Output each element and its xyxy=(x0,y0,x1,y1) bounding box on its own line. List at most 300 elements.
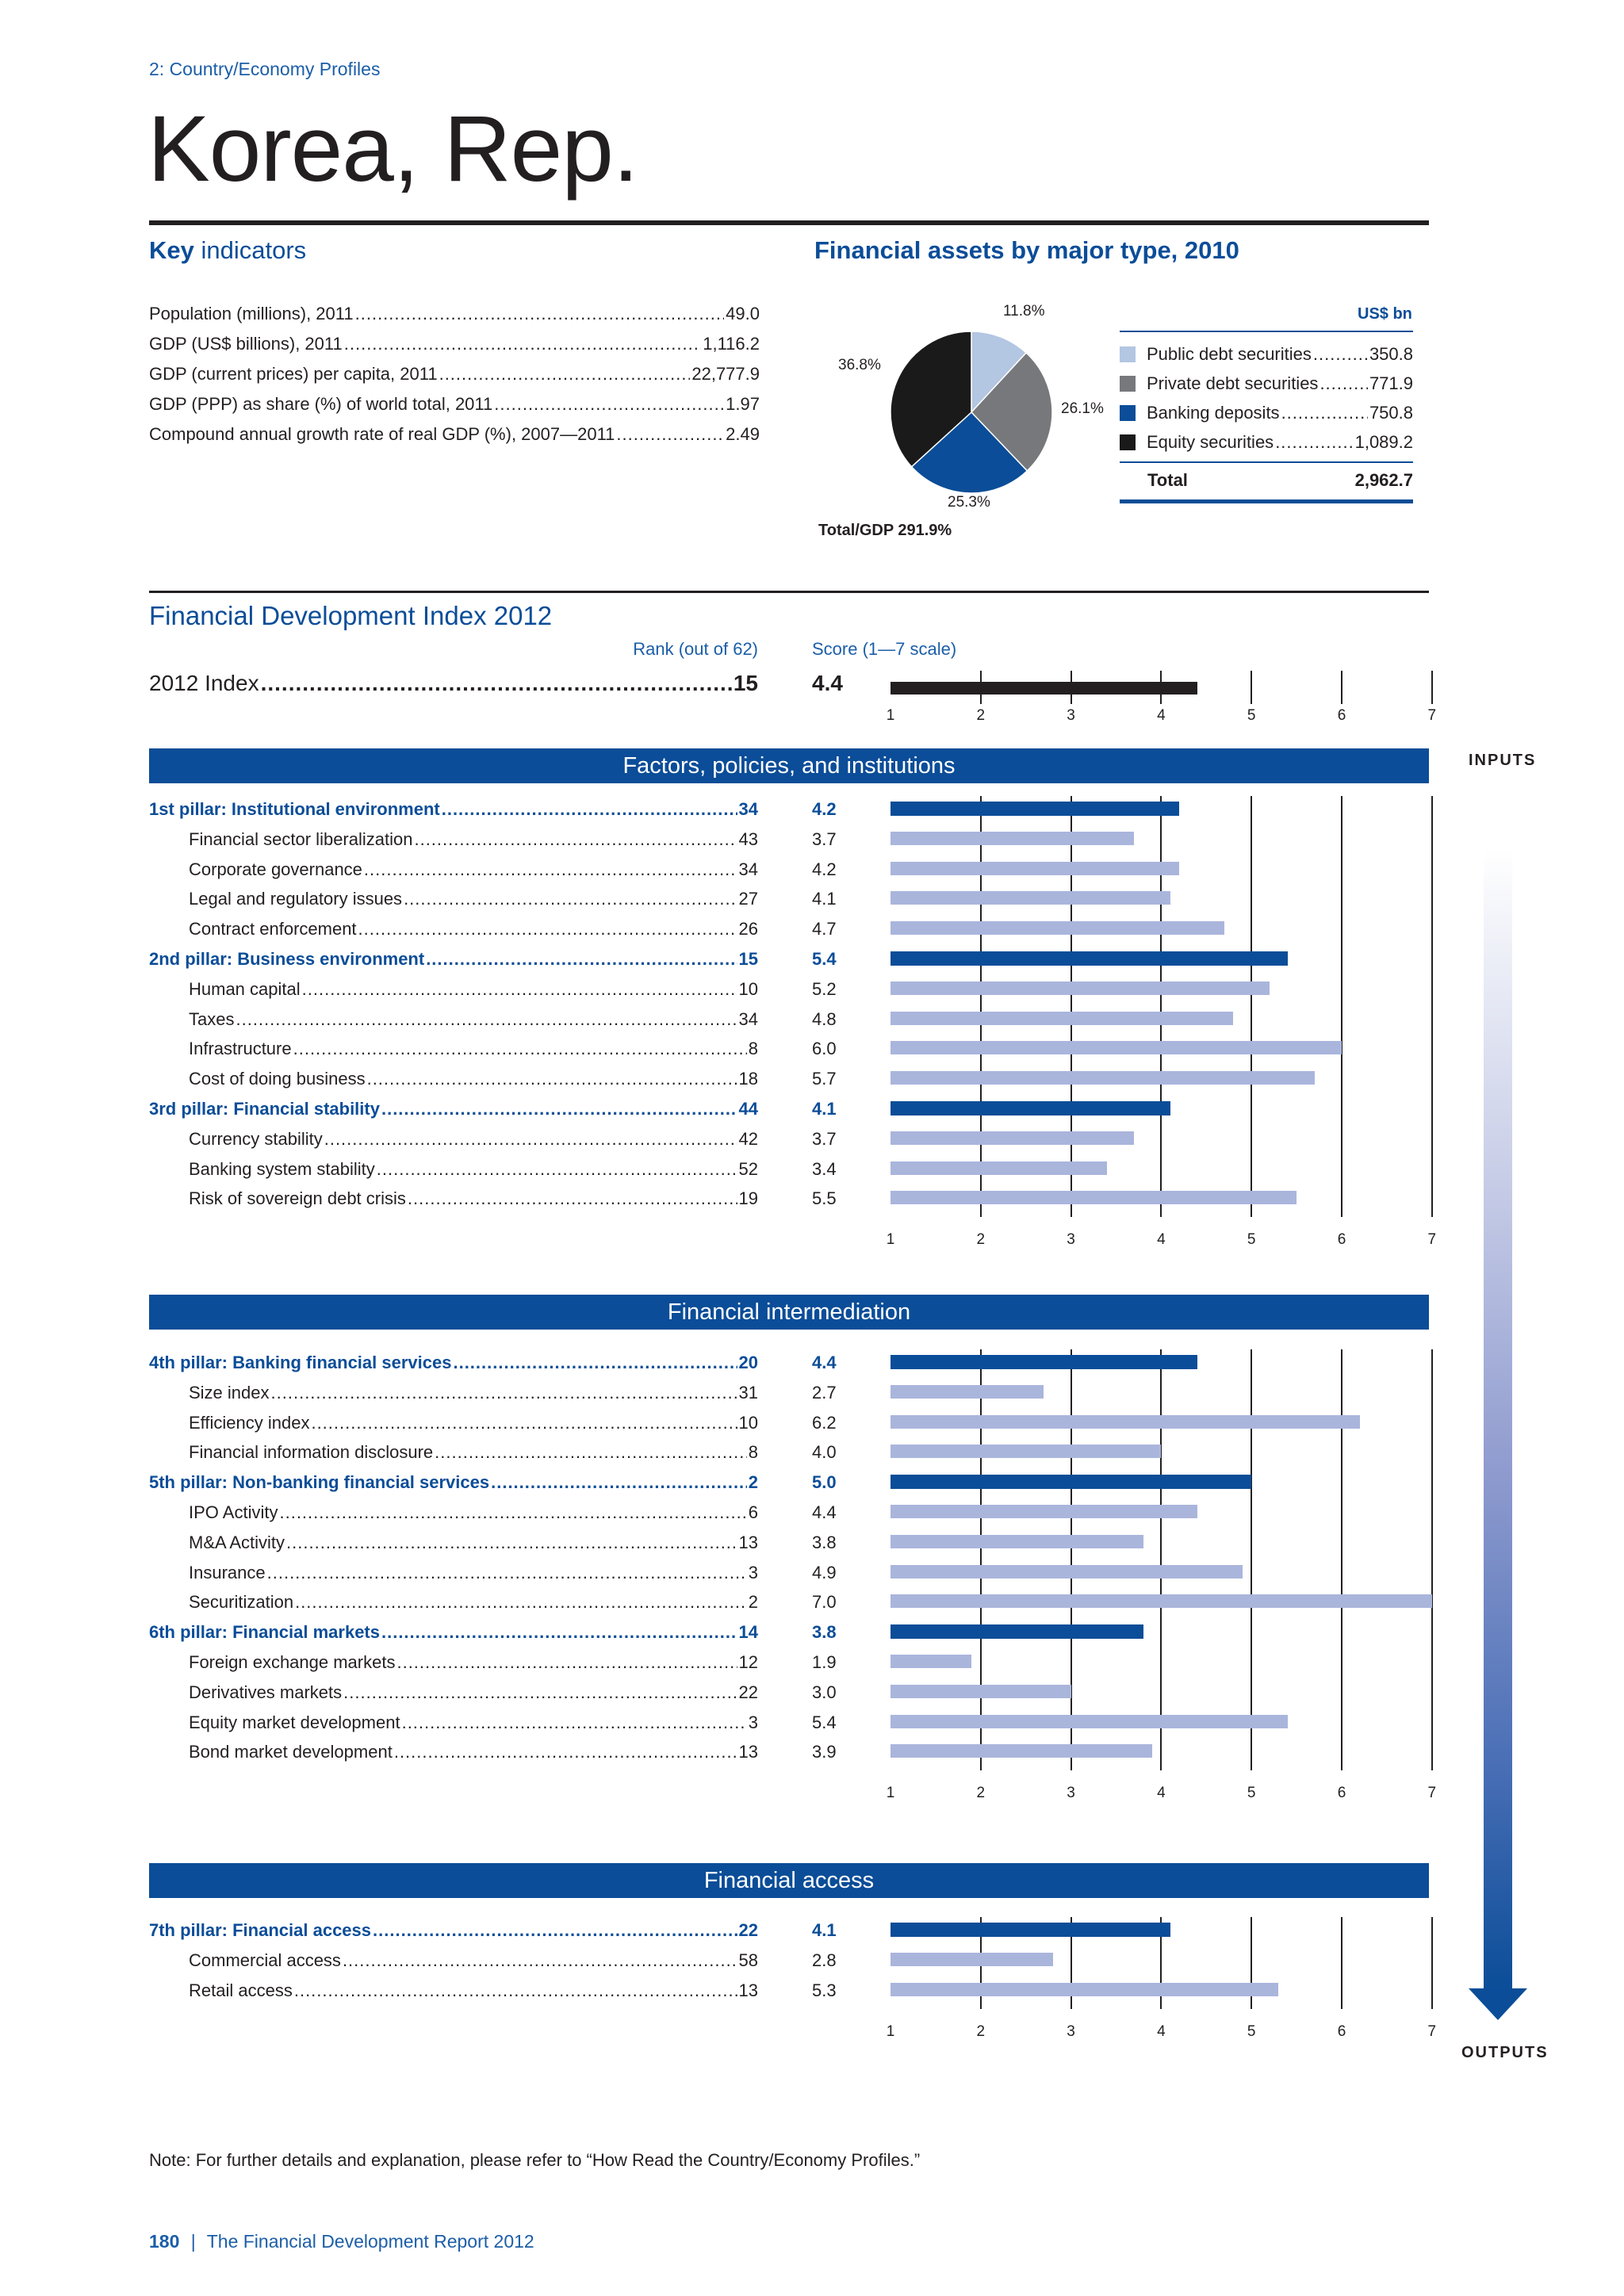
row-score: 3.7 xyxy=(812,828,837,849)
sub-indicator-row xyxy=(189,1980,758,2001)
index-label: 2012 Index xyxy=(149,671,259,695)
sub-indicator-row xyxy=(189,1383,758,1403)
sub-indicator-row xyxy=(189,1502,758,1523)
leader-dots xyxy=(271,1383,737,1403)
row-label: Cost of doing business xyxy=(189,1069,366,1089)
row-label: 1st pillar: Institutional environment xyxy=(149,799,440,819)
axis-tick-label: 6 xyxy=(1337,1231,1346,1249)
row-rank: 20 xyxy=(738,1353,758,1372)
axis-tick-label: 5 xyxy=(1247,707,1256,724)
sub-indicator-row xyxy=(189,889,758,909)
inputs-label: INPUTS xyxy=(1469,752,1537,769)
sub-score-bar xyxy=(891,1565,1243,1578)
breadcrumb: 2: Country/Economy Profiles xyxy=(149,59,381,79)
leader-dots xyxy=(1281,403,1368,423)
legend-value: 771.9 xyxy=(1369,373,1413,393)
row-rank: 44 xyxy=(738,1099,758,1119)
leader-dots xyxy=(394,1742,737,1762)
row-label: Retail access xyxy=(189,1980,293,2000)
sub-indicator-row xyxy=(189,1129,758,1150)
axis-tick-label: 5 xyxy=(1247,1785,1256,1802)
page-title: Korea, Rep. xyxy=(147,97,638,201)
leader-dots xyxy=(236,1009,737,1030)
axis-tick-label: 3 xyxy=(1067,1231,1075,1249)
axis-gridline xyxy=(1251,796,1252,1217)
leader-dots xyxy=(1275,432,1353,453)
row-label: Financial information disclosure xyxy=(189,1442,434,1463)
row-score: 4.1 xyxy=(812,889,837,909)
row-score: 3.9 xyxy=(812,1742,837,1762)
pillar-score-bar xyxy=(891,1624,1143,1639)
key-indicators-title-light: indicators xyxy=(201,236,307,264)
leader-dots xyxy=(377,1159,737,1180)
leader-dots xyxy=(364,859,737,880)
axis-tick-label: 4 xyxy=(1157,1785,1166,1802)
leader-dots xyxy=(381,1099,737,1119)
key-indicator-value: 2.49 xyxy=(726,424,760,444)
axis-tick-label: 5 xyxy=(1247,1231,1256,1249)
leader-dots xyxy=(373,1920,737,1941)
axis-tick-label: 4 xyxy=(1157,707,1166,724)
key-indicator-row xyxy=(149,334,760,354)
sub-indicator-row xyxy=(189,1159,758,1180)
row-label: Derivatives markets xyxy=(189,1682,343,1702)
leader-dots xyxy=(616,424,724,445)
legend-row xyxy=(1120,432,1413,453)
leader-dots xyxy=(381,1622,737,1643)
pillar-score-bar xyxy=(891,1355,1197,1369)
row-score: 4.4 xyxy=(812,1502,837,1522)
row-score: 4.4 xyxy=(812,1353,837,1372)
row-score: 1.9 xyxy=(812,1652,837,1672)
row-score: 4.9 xyxy=(812,1562,837,1582)
sub-indicator-row xyxy=(189,829,758,850)
row-rank: 43 xyxy=(738,828,758,849)
axis-tick-label: 2 xyxy=(976,2022,986,2040)
axis-tick-label: 1 xyxy=(886,2022,895,2040)
pillar-score-bar xyxy=(891,1475,1251,1489)
sub-indicator-row xyxy=(189,1742,758,1762)
axis-gridline xyxy=(980,796,982,1217)
axis-tick-label: 2 xyxy=(976,1231,986,1249)
row-label: Foreign exchange markets xyxy=(189,1652,396,1672)
row-score: 5.3 xyxy=(812,1980,837,2000)
pillar-score-bar xyxy=(891,802,1179,816)
sub-indicator-row xyxy=(189,1009,758,1030)
legend-swatch xyxy=(1120,405,1136,421)
row-rank: 3 xyxy=(748,1562,758,1582)
sub-score-bar xyxy=(891,1715,1288,1728)
axis-tick-label: 2 xyxy=(976,707,986,724)
legend-top-rule xyxy=(1120,331,1413,332)
axis-tick-label: 3 xyxy=(1067,2022,1075,2040)
leader-dots xyxy=(355,304,725,324)
pillar-row xyxy=(149,1472,758,1493)
row-rank: 34 xyxy=(738,1008,758,1029)
leader-dots xyxy=(293,1039,747,1059)
unit-label: US$ bn xyxy=(1358,305,1412,323)
legend-value: 350.8 xyxy=(1369,344,1413,364)
leader-dots xyxy=(343,1950,737,1971)
row-rank: 52 xyxy=(738,1158,758,1179)
row-score: 6.2 xyxy=(812,1412,837,1433)
axis-gridline xyxy=(1160,796,1162,1217)
leader-dots xyxy=(344,334,701,354)
row-label: Securitization xyxy=(189,1592,294,1613)
row-score: 4.2 xyxy=(812,799,837,819)
legend-row xyxy=(1120,403,1413,423)
axis-tick-label: 6 xyxy=(1337,2022,1346,2040)
key-indicator-label: Compound annual growth rate of real GDP (%), 2007—2011 xyxy=(149,424,615,444)
row-rank: 34 xyxy=(738,859,758,879)
axis-tick-label: 1 xyxy=(886,1231,895,1249)
legend-label: Private debt securities xyxy=(1147,373,1319,393)
row-score: 5.7 xyxy=(812,1069,837,1089)
row-rank: 8 xyxy=(748,1442,758,1463)
legend-value: 750.8 xyxy=(1369,403,1413,423)
axis-tick-label: 6 xyxy=(1337,707,1346,724)
axis-gridline xyxy=(1160,1349,1162,1770)
legend-swatch xyxy=(1120,434,1136,450)
pie-label-equity: 36.8% xyxy=(838,357,881,373)
row-score: 4.8 xyxy=(812,1008,837,1029)
axis-gridline xyxy=(1341,1349,1342,1770)
row-label: Commercial access xyxy=(189,1950,341,1970)
leader-dots xyxy=(286,1533,737,1553)
sub-score-bar xyxy=(891,1012,1233,1025)
sub-score-bar xyxy=(891,1415,1360,1429)
axis-tick-label: 7 xyxy=(1427,1785,1437,1802)
row-score: 5.4 xyxy=(812,1712,837,1732)
key-indicator-row xyxy=(149,394,760,415)
axis-tick-label: 3 xyxy=(1067,1785,1075,1802)
row-score: 2.7 xyxy=(812,1382,837,1402)
row-rank: 31 xyxy=(738,1382,758,1402)
row-label: Corporate governance xyxy=(189,859,362,879)
leader-dots xyxy=(453,1353,737,1373)
sub-indicator-row xyxy=(189,1069,758,1089)
axis-gridline xyxy=(1341,671,1342,704)
financial-assets-title: Financial assets by major type, 2010 xyxy=(814,236,1239,264)
leader-dots xyxy=(494,394,724,415)
row-rank: 12 xyxy=(738,1652,758,1672)
score-header: Score (1—7 scale) xyxy=(812,639,957,659)
key-indicator-value: 49.0 xyxy=(726,304,760,323)
sub-indicator-row xyxy=(189,1039,758,1059)
row-rank: 42 xyxy=(738,1128,758,1149)
sub-indicator-row xyxy=(189,1592,758,1613)
pie-label-private: 26.1% xyxy=(1061,400,1104,417)
row-label: 4th pillar: Banking financial services xyxy=(149,1353,452,1372)
row-label: Human capital xyxy=(189,978,301,999)
sub-score-bar xyxy=(891,1953,1053,1966)
axis-tick-label: 4 xyxy=(1157,2022,1166,2040)
row-score: 6.0 xyxy=(812,1039,837,1059)
sub-indicator-row xyxy=(189,979,758,1000)
sub-score-bar xyxy=(891,862,1179,875)
pillar-row xyxy=(149,1353,758,1373)
axis-gridline xyxy=(1071,796,1072,1217)
row-score: 5.0 xyxy=(812,1472,837,1493)
legend-swatch xyxy=(1120,376,1136,392)
legend-total-value: 2,962.7 xyxy=(1354,470,1413,490)
down-arrow-icon xyxy=(1469,1988,1527,2020)
row-rank: 3 xyxy=(748,1712,758,1732)
key-indicator-value: 1,116.2 xyxy=(703,334,760,354)
row-rank: 22 xyxy=(738,1920,758,1940)
row-label: 3rd pillar: Financial stability xyxy=(149,1099,380,1119)
leader-dots xyxy=(442,799,737,820)
fdi-divider xyxy=(149,591,1429,593)
axis-tick-label: 4 xyxy=(1157,1231,1166,1249)
row-label: Size index xyxy=(189,1382,270,1402)
row-score: 5.5 xyxy=(812,1188,837,1209)
leader-dots xyxy=(408,1188,737,1209)
row-label: Banking system stability xyxy=(189,1158,375,1179)
leader-dots xyxy=(491,1472,747,1493)
sub-score-bar xyxy=(891,1594,1432,1608)
index-score: 4.4 xyxy=(812,671,843,695)
sub-indicator-row xyxy=(189,919,758,939)
leader-dots xyxy=(279,1502,746,1523)
key-indicator-value: 22,777.9 xyxy=(691,364,760,384)
leader-dots xyxy=(295,1592,747,1613)
axis-tick-label: 5 xyxy=(1247,2022,1256,2040)
key-indicator-value: 1.97 xyxy=(726,394,760,414)
pillar-row xyxy=(149,949,758,970)
axis-gridline xyxy=(980,1349,982,1770)
section-band: Financial intermediation xyxy=(149,1295,1429,1330)
sub-score-bar xyxy=(891,1744,1152,1758)
sub-score-bar xyxy=(891,1535,1143,1548)
rank-header: Rank (out of 62) xyxy=(633,639,758,659)
key-indicator-label: GDP (current prices) per capita, 2011 xyxy=(149,364,438,384)
row-score: 4.1 xyxy=(812,1099,837,1119)
row-score: 4.7 xyxy=(812,919,837,939)
sub-score-bar xyxy=(891,1131,1134,1145)
leader-dots xyxy=(267,1563,747,1583)
pillar-row xyxy=(149,1099,758,1119)
index-leader-dots xyxy=(261,671,732,696)
sub-score-bar xyxy=(891,1161,1107,1175)
page-footer xyxy=(149,2231,534,2252)
axis-gridline xyxy=(1431,671,1433,704)
legend-label: Banking deposits xyxy=(1147,403,1280,423)
axis-gridline xyxy=(1071,1349,1072,1770)
row-score: 5.4 xyxy=(812,949,837,969)
axis-tick-label: 1 xyxy=(886,707,895,724)
row-rank: 8 xyxy=(748,1039,758,1059)
legend-label: Public debt securities xyxy=(1147,344,1312,364)
row-rank: 13 xyxy=(738,1742,758,1762)
axis-gridline xyxy=(1431,1917,1433,2009)
sub-score-bar xyxy=(891,1191,1297,1204)
report-title: The Financial Development Report 2012 xyxy=(206,2231,534,2252)
sub-indicator-row xyxy=(189,1442,758,1463)
axis-gridline xyxy=(1251,1349,1252,1770)
row-score: 3.8 xyxy=(812,1532,837,1552)
axis-tick-label: 7 xyxy=(1427,707,1437,724)
row-rank: 2 xyxy=(748,1592,758,1613)
key-indicators-title xyxy=(149,236,306,265)
key-indicator-label: GDP (US$ billions), 2011 xyxy=(149,334,343,354)
leader-dots xyxy=(294,1980,737,2001)
sub-score-bar xyxy=(891,1983,1278,1996)
sub-score-bar xyxy=(891,921,1224,935)
sub-score-bar xyxy=(891,1071,1315,1085)
row-label: 6th pillar: Financial markets xyxy=(149,1622,380,1643)
leader-dots xyxy=(358,919,737,939)
page-number: 180 xyxy=(149,2231,180,2252)
footer-separator: | xyxy=(190,2231,196,2252)
legend-bottom-rule xyxy=(1120,499,1413,503)
row-score: 5.2 xyxy=(812,978,837,999)
row-score: 3.0 xyxy=(812,1682,837,1702)
sub-indicator-row xyxy=(189,1950,758,1971)
row-label: M&A Activity xyxy=(189,1532,285,1552)
key-indicator-row xyxy=(149,364,760,385)
legend-total-label: Total xyxy=(1147,470,1188,490)
index-score-bar xyxy=(891,682,1197,695)
row-score: 2.8 xyxy=(812,1950,837,1970)
axis-gridline xyxy=(1341,796,1342,1217)
key-indicators-title-bold: Key xyxy=(149,236,194,264)
sub-score-bar xyxy=(891,1385,1044,1399)
row-label: Taxes xyxy=(189,1008,235,1029)
sub-score-bar xyxy=(891,1655,971,1668)
footer-note: Note: For further details and explanation, please refer to “How Read the Country/Economy Profiles.” xyxy=(149,2150,921,2170)
row-label: 2nd pillar: Business environment xyxy=(149,949,425,969)
row-rank: 58 xyxy=(738,1950,758,1970)
row-rank: 15 xyxy=(738,949,758,969)
row-rank: 13 xyxy=(738,1532,758,1552)
sub-indicator-row xyxy=(189,1652,758,1673)
sub-indicator-row xyxy=(189,1413,758,1433)
row-score: 4.1 xyxy=(812,1920,837,1940)
axis-gridline xyxy=(1341,1917,1342,2009)
row-label: Financial sector liberalization xyxy=(189,828,413,849)
row-label: IPO Activity xyxy=(189,1502,278,1522)
leader-dots xyxy=(367,1069,737,1089)
pillar-score-bar xyxy=(891,1101,1170,1115)
sub-score-bar xyxy=(891,891,1170,905)
row-rank: 34 xyxy=(738,799,758,819)
row-rank: 27 xyxy=(738,889,758,909)
section-band: Factors, policies, and institutions xyxy=(149,748,1429,783)
leader-dots xyxy=(404,889,737,909)
row-rank: 13 xyxy=(738,1980,758,2000)
axis-tick-label: 7 xyxy=(1427,1231,1437,1249)
outputs-label: OUTPUTS xyxy=(1461,2044,1549,2061)
row-rank: 6 xyxy=(748,1502,758,1522)
row-rank: 10 xyxy=(738,1412,758,1433)
leader-dots xyxy=(402,1712,747,1733)
axis-tick-label: 3 xyxy=(1067,707,1075,724)
row-score: 7.0 xyxy=(812,1592,837,1613)
index-row xyxy=(149,671,758,696)
leader-dots xyxy=(414,829,737,850)
row-label: Contract enforcement xyxy=(189,919,357,939)
leader-dots xyxy=(426,949,737,970)
sub-score-bar xyxy=(891,1505,1197,1518)
legend-row xyxy=(1120,373,1413,394)
leader-dots xyxy=(1320,373,1368,394)
pie-label-banking: 25.3% xyxy=(948,494,990,511)
legend-label: Equity securities xyxy=(1147,432,1274,452)
sub-indicator-row xyxy=(189,1533,758,1553)
row-score: 3.4 xyxy=(812,1158,837,1179)
row-label: Infrastructure xyxy=(189,1039,292,1059)
axis-tick-label: 6 xyxy=(1337,1785,1346,1802)
sub-indicator-row xyxy=(189,1682,758,1703)
axis-tick-label: 2 xyxy=(976,1785,986,1802)
leader-dots xyxy=(439,364,691,385)
axis-tick-label: 1 xyxy=(886,1785,895,1802)
key-indicator-label: GDP (PPP) as share (%) of world total, 2011 xyxy=(149,394,493,414)
sub-score-bar xyxy=(891,1445,1161,1458)
pillar-row xyxy=(149,1622,758,1643)
pillar-row xyxy=(149,799,758,820)
sub-indicator-row xyxy=(189,1712,758,1733)
row-rank: 2 xyxy=(748,1472,758,1493)
row-score: 4.0 xyxy=(812,1442,837,1463)
row-label: Currency stability xyxy=(189,1128,323,1149)
leader-dots xyxy=(396,1652,737,1673)
key-indicator-row xyxy=(149,424,760,445)
row-label: Risk of sovereign debt crisis xyxy=(189,1188,406,1209)
row-label: 7th pillar: Financial access xyxy=(149,1920,372,1940)
pie-label-public: 11.8% xyxy=(1003,303,1045,320)
legend-swatch xyxy=(1120,346,1136,362)
total-gdp: Total/GDP 291.9% xyxy=(818,522,952,539)
axis-gridline xyxy=(1431,796,1433,1217)
sub-indicator-row xyxy=(189,1188,758,1209)
row-label: Legal and regulatory issues xyxy=(189,889,403,909)
key-indicator-row xyxy=(149,304,760,324)
pillar-score-bar xyxy=(891,1923,1170,1937)
leader-dots xyxy=(1313,344,1368,365)
row-score: 3.7 xyxy=(812,1128,837,1149)
row-label: Efficiency index xyxy=(189,1412,310,1433)
row-label: 5th pillar: Non-banking financial services xyxy=(149,1472,490,1493)
row-rank: 22 xyxy=(738,1682,758,1702)
leader-dots xyxy=(302,979,737,1000)
legend-row xyxy=(1120,344,1413,365)
inputs-outputs-arrow-shaft xyxy=(1484,848,1512,1990)
row-label: Equity market development xyxy=(189,1712,400,1732)
key-indicator-label: Population (millions), 2011 xyxy=(149,304,354,323)
sub-indicator-row xyxy=(189,1563,758,1583)
row-rank: 10 xyxy=(738,978,758,999)
sub-score-bar xyxy=(891,1685,1071,1698)
legend-total-rule xyxy=(1120,461,1413,463)
sub-score-bar xyxy=(891,832,1134,845)
sub-score-bar xyxy=(891,1041,1342,1054)
leader-dots xyxy=(343,1682,737,1703)
axis-gridline xyxy=(1431,1349,1433,1770)
row-score: 3.8 xyxy=(812,1622,837,1643)
row-label: Insurance xyxy=(189,1562,266,1582)
row-rank: 14 xyxy=(738,1622,758,1643)
row-label: Bond market development xyxy=(189,1742,393,1762)
fdi-title: Financial Development Index 2012 xyxy=(149,601,553,630)
index-rank: 15 xyxy=(733,671,758,695)
leader-dots xyxy=(324,1129,737,1150)
axis-gridline xyxy=(1251,671,1252,704)
pillar-row xyxy=(149,1920,758,1941)
sub-indicator-row xyxy=(189,859,758,880)
row-score: 4.2 xyxy=(812,859,837,879)
